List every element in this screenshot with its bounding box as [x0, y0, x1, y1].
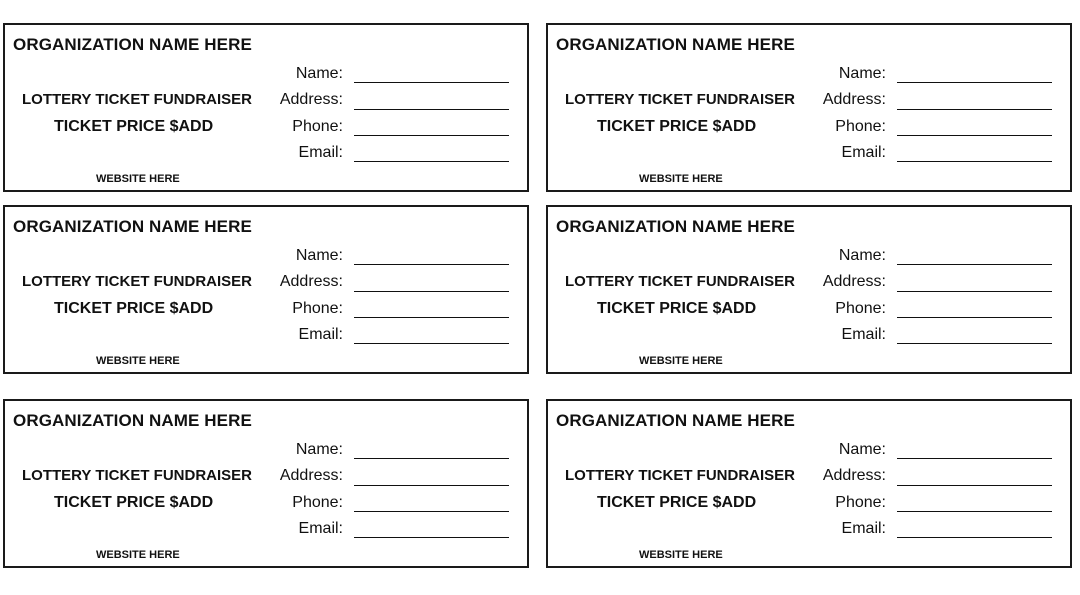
- name-field[interactable]: [897, 264, 1052, 265]
- website: WEBSITE HERE: [639, 355, 723, 367]
- email-label: Email:: [298, 144, 343, 161]
- email-label: Email:: [298, 326, 343, 343]
- phone-field[interactable]: [897, 135, 1052, 136]
- fundraiser-title: LOTTERY TICKET FUNDRAISER: [22, 467, 253, 484]
- phone-field[interactable]: [897, 511, 1052, 512]
- phone-label: Phone:: [835, 494, 886, 511]
- address-label: Address:: [822, 273, 886, 290]
- ticket-price: TICKET PRICE $ADD: [597, 300, 757, 317]
- ticket-price: TICKET PRICE $ADD: [597, 118, 757, 135]
- email-field[interactable]: [354, 537, 509, 538]
- ticket-price: TICKET PRICE $ADD: [54, 118, 214, 135]
- fundraiser-title: LOTTERY TICKET FUNDRAISER: [22, 273, 253, 290]
- fundraiser-title: LOTTERY TICKET FUNDRAISER: [22, 91, 253, 108]
- address-label: Address:: [279, 273, 343, 290]
- phone-label: Phone:: [835, 300, 886, 317]
- address-label: Address:: [822, 91, 886, 108]
- email-field[interactable]: [897, 161, 1052, 162]
- address-field[interactable]: [354, 109, 509, 110]
- name-field[interactable]: [897, 458, 1052, 459]
- name-field[interactable]: [354, 458, 509, 459]
- website: WEBSITE HERE: [639, 549, 723, 561]
- name-label: Name:: [838, 247, 886, 264]
- ticket-price: TICKET PRICE $ADD: [54, 300, 214, 317]
- organization-name: ORGANIZATION NAME HERE: [556, 35, 795, 54]
- email-label: Email:: [841, 326, 886, 343]
- website: WEBSITE HERE: [96, 173, 180, 185]
- organization-name: ORGANIZATION NAME HERE: [13, 411, 252, 430]
- name-label: Name:: [838, 441, 886, 458]
- ticket-2: [546, 23, 1072, 192]
- name-field[interactable]: [354, 264, 509, 265]
- ticket-price: TICKET PRICE $ADD: [54, 494, 214, 511]
- email-field[interactable]: [897, 343, 1052, 344]
- ticket-4: [546, 205, 1072, 374]
- address-field[interactable]: [897, 109, 1052, 110]
- address-label: Address:: [279, 467, 343, 484]
- email-field[interactable]: [354, 161, 509, 162]
- website: WEBSITE HERE: [96, 355, 180, 367]
- organization-name: ORGANIZATION NAME HERE: [556, 217, 795, 236]
- fundraiser-title: LOTTERY TICKET FUNDRAISER: [565, 273, 796, 290]
- address-field[interactable]: [897, 291, 1052, 292]
- name-label: Name:: [838, 65, 886, 82]
- ticket-6: [546, 399, 1072, 568]
- ticket-5: [3, 399, 529, 568]
- email-field[interactable]: [897, 537, 1052, 538]
- name-label: Name:: [295, 247, 343, 264]
- email-field[interactable]: [354, 343, 509, 344]
- email-label: Email:: [841, 520, 886, 537]
- address-field[interactable]: [354, 485, 509, 486]
- email-label: Email:: [841, 144, 886, 161]
- address-label: Address:: [822, 467, 886, 484]
- phone-label: Phone:: [292, 300, 343, 317]
- email-label: Email:: [298, 520, 343, 537]
- website: WEBSITE HERE: [639, 173, 723, 185]
- ticket-1: [3, 23, 529, 192]
- address-label: Address:: [279, 91, 343, 108]
- organization-name: ORGANIZATION NAME HERE: [13, 35, 252, 54]
- name-field[interactable]: [354, 82, 509, 83]
- phone-field[interactable]: [354, 511, 509, 512]
- address-field[interactable]: [354, 291, 509, 292]
- organization-name: ORGANIZATION NAME HERE: [556, 411, 795, 430]
- phone-label: Phone:: [835, 118, 886, 135]
- ticket-3: [3, 205, 529, 374]
- phone-field[interactable]: [354, 135, 509, 136]
- name-label: Name:: [295, 441, 343, 458]
- phone-label: Phone:: [292, 494, 343, 511]
- website: WEBSITE HERE: [96, 549, 180, 561]
- name-label: Name:: [295, 65, 343, 82]
- fundraiser-title: LOTTERY TICKET FUNDRAISER: [565, 467, 796, 484]
- name-field[interactable]: [897, 82, 1052, 83]
- phone-label: Phone:: [292, 118, 343, 135]
- fundraiser-title: LOTTERY TICKET FUNDRAISER: [565, 91, 796, 108]
- phone-field[interactable]: [354, 317, 509, 318]
- phone-field[interactable]: [897, 317, 1052, 318]
- address-field[interactable]: [897, 485, 1052, 486]
- ticket-price: TICKET PRICE $ADD: [597, 494, 757, 511]
- organization-name: ORGANIZATION NAME HERE: [13, 217, 252, 236]
